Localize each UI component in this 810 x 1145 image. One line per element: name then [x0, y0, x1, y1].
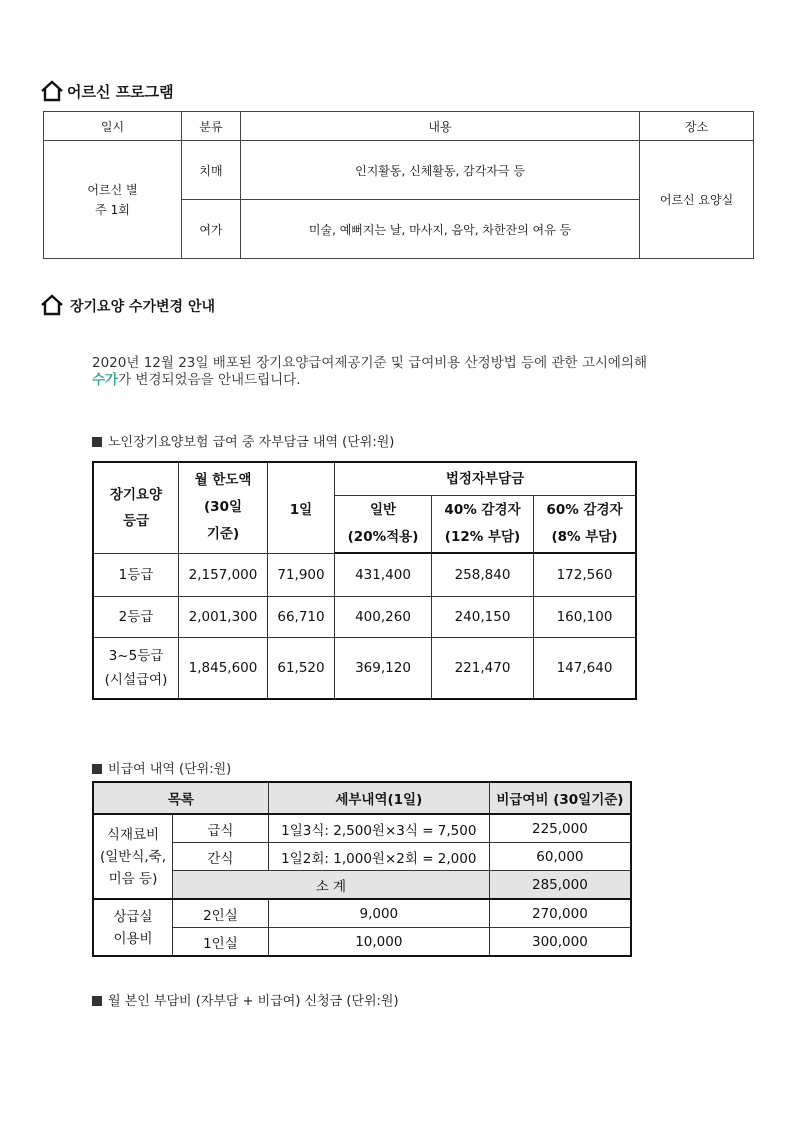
header-schedule: 일시 — [44, 112, 182, 141]
room-fee-cell — [93, 899, 173, 956]
meal-detail: 1일3식: 2,500원×3식 = 7,500 — [268, 814, 489, 843]
section-title-senior-program — [40, 80, 174, 102]
subtotal-value: 285,000 — [489, 871, 631, 900]
intro-line2 — [92, 372, 762, 389]
header-40-reduced — [432, 496, 534, 554]
daily-cell: 61,520 — [268, 637, 335, 699]
schedule-line2: 주 1회 — [95, 202, 130, 217]
header-detail: 세부내역(1일) — [268, 782, 489, 814]
subheading-text: 비급여 내역 (단위:원) — [108, 762, 232, 777]
square-bullet-icon — [92, 764, 102, 774]
section-title-fee-change — [40, 294, 215, 316]
table-row — [93, 637, 636, 699]
grade-cell — [93, 637, 179, 699]
general-cell: 400,260 — [335, 596, 432, 637]
food-cost-cell — [93, 814, 173, 899]
table-row — [93, 596, 636, 637]
room1-detail: 10,000 — [268, 928, 489, 957]
content-cell: 미술, 예뻐지는 날, 마사지, 음악, 차한잔의 여유 등 — [241, 200, 640, 259]
header-item: 목록 — [93, 782, 268, 814]
header-daily: 1일 — [268, 462, 335, 553]
snack-detail: 1일2회: 1,000원×2회 = 2,000 — [268, 843, 489, 871]
category-cell: 치매 — [182, 141, 241, 200]
section-title-text: 장기요양 수가변경 안내 — [70, 299, 215, 315]
table-row — [93, 928, 631, 957]
meal-name: 급식 — [173, 814, 269, 843]
daily-cell: 66,710 — [268, 596, 335, 637]
room-line1: 상급실 — [113, 908, 153, 925]
non-covered-table — [92, 781, 632, 957]
room-line2: 이용비 — [113, 930, 153, 947]
header-limit-line3: 기준) — [206, 526, 240, 543]
room1-name: 1인실 — [173, 928, 269, 957]
header-grade-line1: 장기요양 — [109, 486, 163, 503]
intro-line2-rest: 가 변경되었음을 안내드립니다. — [118, 372, 301, 388]
limit-cell: 1,845,600 — [179, 637, 268, 699]
subheading-non-covered — [92, 758, 231, 777]
subheading-text: 월 본인 부담비 (자부담 + 비급여) 신청금 (단위:원) — [108, 994, 399, 1009]
intro-line1: 2020년 12월 23일 배포된 장기요양급여제공기준 및 급여비용 산정방법 등에 관한 고시에의해 — [92, 355, 648, 371]
home-icon — [40, 80, 64, 102]
category-cell: 여가 — [182, 200, 241, 259]
food-line3: 미음 등) — [108, 870, 158, 887]
header-grade — [93, 462, 179, 553]
limit-cell: 2,001,300 — [179, 596, 268, 637]
food-line1: 식재료비 — [106, 826, 160, 843]
snack-name: 간식 — [173, 843, 269, 871]
header-general-line2: (20%적용) — [347, 529, 419, 545]
header-grade-line2: 등급 — [122, 512, 150, 529]
table-row — [93, 871, 631, 900]
subheading-text: 노인장기요양보험 급여 중 자부담금 내역 (단위:원) — [108, 435, 395, 450]
room2-name: 2인실 — [173, 899, 269, 928]
daily-cell: 71,900 — [268, 553, 335, 596]
reduced40-cell: 240,150 — [432, 596, 534, 637]
header-60-reduced — [534, 496, 637, 554]
meal-cost: 225,000 — [489, 814, 631, 843]
header-60-line1: 60% 감경자 — [546, 502, 623, 518]
header-category: 분류 — [182, 112, 241, 141]
schedule-line1: 어르신 별 — [87, 182, 138, 197]
header-limit-line2: (30일 — [204, 499, 242, 516]
general-cell: 369,120 — [335, 637, 432, 699]
header-content: 내용 — [241, 112, 640, 141]
reduced60-cell: 147,640 — [534, 637, 637, 699]
header-monthly-limit — [179, 462, 268, 553]
food-line2: (일반식,죽, — [99, 848, 166, 865]
header-40-line2: (12% 부담) — [444, 529, 521, 545]
table-row — [93, 814, 631, 843]
content-cell: 인지활동, 신체활동, 감각자극 등 — [241, 141, 640, 200]
grade-cell: 1등급 — [93, 553, 179, 596]
header-general — [335, 496, 432, 554]
limit-cell: 2,157,000 — [179, 553, 268, 596]
copay-table — [92, 461, 637, 700]
header-limit-line1: 월 한도액 — [194, 472, 252, 489]
square-bullet-icon — [92, 437, 102, 447]
grade-line1: 3~5등급 — [108, 647, 164, 664]
reduced60-cell: 172,560 — [534, 553, 637, 596]
section-title-text: 어르신 프로그램 — [67, 83, 174, 101]
snack-cost: 60,000 — [489, 843, 631, 871]
home-icon — [40, 294, 64, 316]
reduced40-cell: 258,840 — [432, 553, 534, 596]
header-place: 장소 — [640, 112, 754, 141]
square-bullet-icon — [92, 996, 102, 1006]
subheading-monthly-self-pay — [92, 990, 399, 1009]
intro-highlight: 수가 — [92, 372, 119, 388]
room2-cost: 270,000 — [489, 899, 631, 928]
header-cost: 비급여비 (30일기준) — [489, 782, 631, 814]
header-legal-copay: 법정자부담금 — [335, 462, 637, 496]
schedule-cell — [44, 141, 182, 259]
reduced40-cell: 221,470 — [432, 637, 534, 699]
header-60-line2: (8% 부담) — [551, 529, 618, 545]
header-40-line1: 40% 감경자 — [444, 502, 521, 518]
grade-line2: (시설급여) — [104, 671, 168, 688]
subtotal-label: 소 계 — [173, 871, 490, 900]
table-row — [93, 553, 636, 596]
room2-detail: 9,000 — [268, 899, 489, 928]
header-general-line1: 일반 — [369, 502, 397, 518]
reduced60-cell: 160,100 — [534, 596, 637, 637]
intro-paragraph — [92, 355, 762, 389]
room1-cost: 300,000 — [489, 928, 631, 957]
table-row — [93, 899, 631, 928]
general-cell: 431,400 — [335, 553, 432, 596]
subheading-copay — [92, 431, 394, 450]
grade-cell: 2등급 — [93, 596, 179, 637]
place-cell: 어르신 요양실 — [640, 141, 754, 259]
table-row — [93, 843, 631, 871]
senior-program-table — [43, 111, 754, 259]
